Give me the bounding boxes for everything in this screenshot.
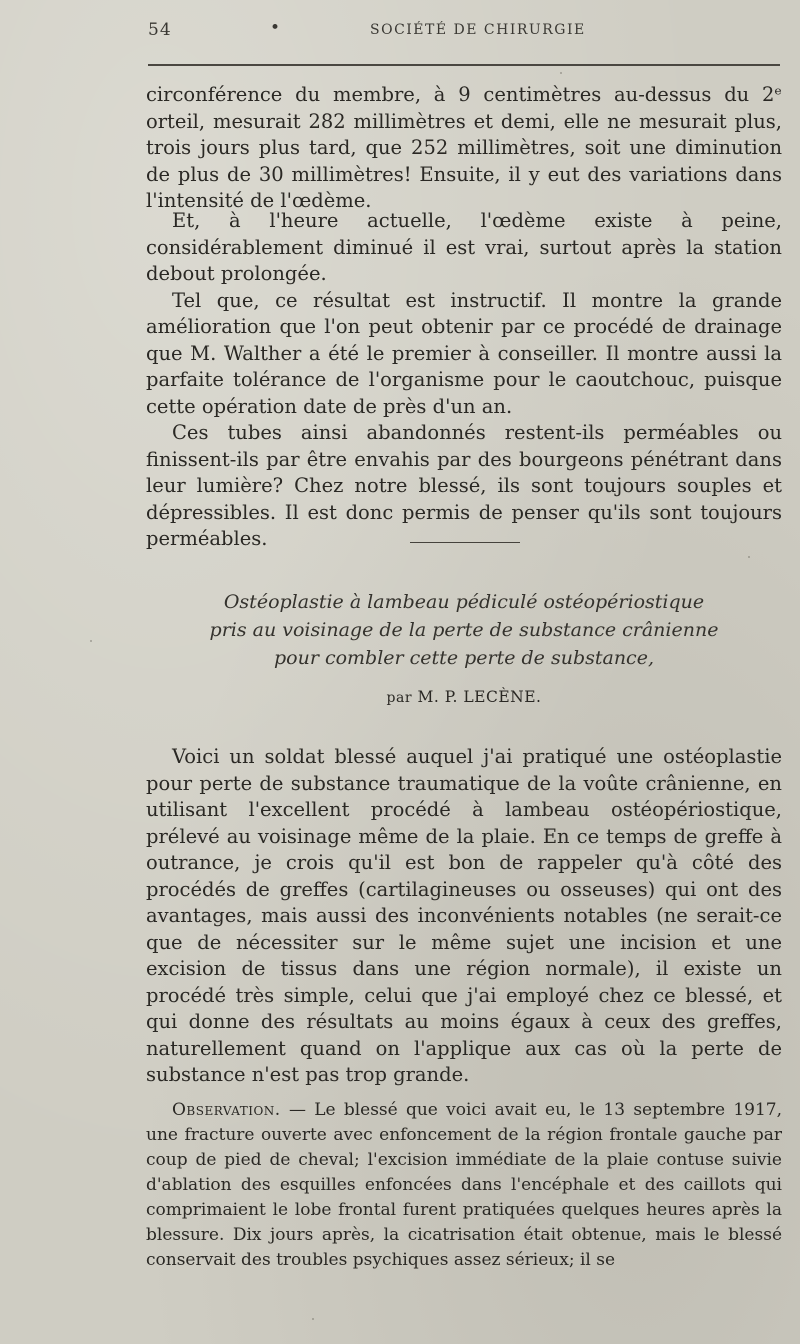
article-title-line-3: pour combler cette perte de substance, [274, 647, 654, 669]
observation-label: Observation. [172, 1100, 281, 1120]
paper-speck [560, 72, 562, 74]
article-title [146, 588, 782, 672]
section-separator [410, 542, 520, 543]
running-title: SOCIÉTÉ DE CHIRURGIE [370, 22, 586, 38]
observation-block [146, 1098, 782, 1273]
paper-speck [312, 1318, 314, 1320]
header-ornament: • [270, 18, 282, 38]
article-intro [146, 744, 782, 1089]
paragraph-circonference: circonférence du membre, à 9 centimètres au-dessus du 2ᵉ orteil, mesurait 282 millimètres et demi, elle ne mesurait plus, trois jours plus tard, que 252 millimètres, soit une diminution de plus de 30 millimètres! Ensuite, il y eut des variations dans l'intensité de l'œdème. [146, 83, 782, 212]
paragraph-oedeme: Et, à l'heure actuelle, l'œdème existe à peine, considérablement diminué il est vrai, surtout après la station debout prolongée. [146, 209, 782, 285]
paragraph-voici: Voici un soldat blessé auquel j'ai pratiqué une ostéoplastie pour perte de substance traumatique de la voûte crânienne, en utilisant l'excellent procédé à lambeau ostéopériostique, prélevé au voisinage même de la plaie. En ce temps de greffe à outrance, je crois qu'il est bon de rappeler qu'à côté des procédés de greffes (cartilagineuses ou osseuses) qui ont des avantages, mais aussi des inconvénients notables (ne serait-ce que de nécessiter sur le même sujet une incision et une excision de tissus dans une région normale), il existe un procédé très simple, celui que j'ai employé chez ce blessé, et qui donne des résultats au moins égaux à ceux des greffes, naturellement quand on l'applique aux cas où la perte de substance n'est pas trop grande. [146, 745, 782, 1086]
author-name: M. P. LECÈNE. [417, 688, 542, 706]
author-prefix: par [386, 690, 413, 706]
paragraph-observation [146, 1098, 782, 1273]
paper-speck [90, 640, 92, 642]
article-author [146, 688, 782, 706]
page-number: 54 [148, 20, 172, 40]
paragraph-resultat: Tel que, ce résultat est instructif. Il montre la grande amélioration que l'on peut obtenir par ce procédé de drainage que M. Walther a été le premier à conseiller. Il montre aussi la parfaite tolérance de l'organisme pour le caoutchouc, puisque cette opération date de près d'un an. [146, 288, 782, 418]
article-title-line-2: pris au voisinage de la perte de substance crânienne [209, 619, 719, 641]
header-rule [148, 64, 780, 66]
running-head [148, 20, 778, 44]
body-paragraphs [146, 208, 782, 553]
continued-paragraph [146, 82, 782, 215]
article-title-line-1: Ostéoplastie à lambeau pédiculé ostéopériostique [223, 591, 705, 613]
paper-speck [748, 556, 750, 558]
observation-text: — Le blessé que voici avait eu, le 13 septembre 1917, une fracture ouverte avec enfoncement de la région frontale gauche par coup de pied de cheval; l'excision immédiate de la plaie contuse suivie d'ablation des esquilles enfoncées dans l'encéphale et des caillots qui comprimaient le lobe frontal furent pratiquées quelques heures après la blessure. Dix jours après, la cicatrisation était obtenue, mais le blessé conservait des troubles psychiques assez sérieux; il se [146, 1100, 782, 1270]
paragraph-tubes: Ces tubes ainsi abandonnés restent-ils perméables ou finissent-ils par être envahis par des bourgeons pénétrant dans leur lumière? Chez notre blessé, ils sont toujours souples et dépressibles. Il est donc permis de penser qu'ils sont toujours perméables. [146, 421, 782, 550]
